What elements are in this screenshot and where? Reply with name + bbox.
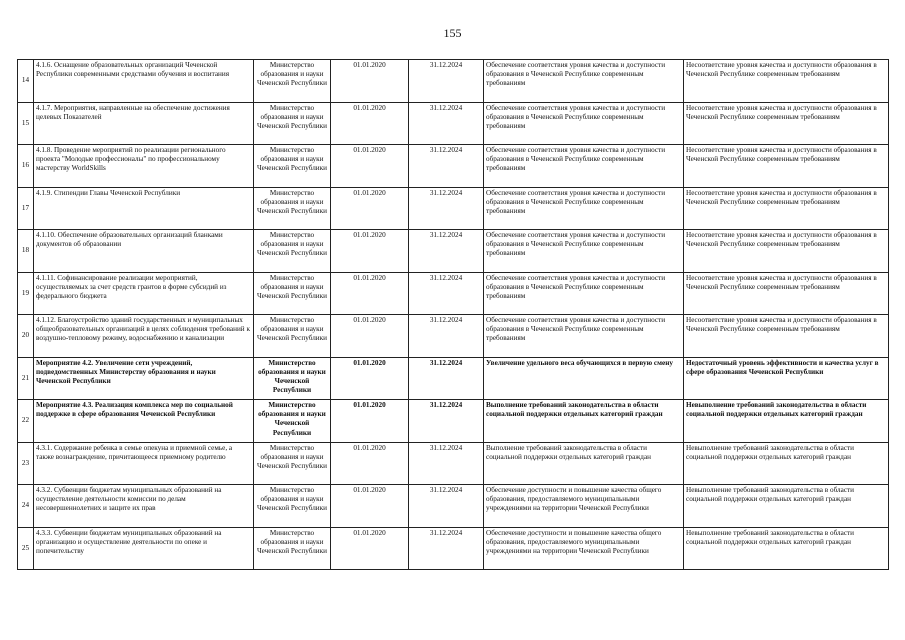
- executor: Министерство образования и науки Чеченской Республики: [254, 272, 331, 315]
- end-date: 31.12.2024: [409, 187, 484, 230]
- row-number: 23: [18, 442, 34, 485]
- start-date: 01.01.2020: [331, 315, 409, 358]
- non-implementation-consequence: Несоответствие уровня качества и доступности образования в Чеченской Республике современным требованиям: [684, 230, 889, 273]
- row-number: 16: [18, 145, 34, 188]
- end-date: 31.12.2024: [409, 315, 484, 358]
- expected-result: Обеспечение соответствия уровня качества и доступности образования в Чеченской Республике современным требованиям: [484, 187, 684, 230]
- end-date: 31.12.2024: [409, 230, 484, 273]
- start-date: 01.01.2020: [331, 442, 409, 485]
- end-date: 31.12.2024: [409, 272, 484, 315]
- executor: Министерство образования и науки Чеченской Республики: [254, 230, 331, 273]
- non-implementation-consequence: Невыполнение требований законодательства в области социальной поддержки отдельных категорий граждан: [684, 485, 889, 528]
- expected-result: Обеспечение соответствия уровня качества и доступности образования в Чеченской Республике современным требованиям: [484, 230, 684, 273]
- start-date: 01.01.2020: [331, 485, 409, 528]
- executor: Министерство образования и науки Чеченской Республики: [254, 485, 331, 528]
- expected-result: Обеспечение соответствия уровня качества и доступности образования в Чеченской Республике современным требованиям: [484, 145, 684, 188]
- non-implementation-consequence: Невыполнение требований законодательства в области социальной поддержки отдельных категорий граждан: [684, 442, 889, 485]
- start-date: 01.01.2020: [331, 60, 409, 103]
- start-date: 01.01.2020: [331, 527, 409, 570]
- end-date: 31.12.2024: [409, 485, 484, 528]
- expected-result: Выполнение требований законодательства в области социальной поддержки отдельных категорий граждан: [484, 400, 684, 443]
- activity-name: 4.1.8. Проведение мероприятий по реализации регионального проекта "Молодые профессионалы" по профессиональному мастерству WorldSkills: [34, 145, 254, 188]
- expected-result: Выполнение требований законодательства в области социальной поддержки отдельных категорий граждан: [484, 442, 684, 485]
- table-row: [18, 527, 889, 570]
- non-implementation-consequence: Несоответствие уровня качества и доступности образования в Чеченской Республике современным требованиям: [684, 315, 889, 358]
- non-implementation-consequence: Несоответствие уровня качества и доступности образования в Чеченской Республике современным требованиям: [684, 60, 889, 103]
- table-row: [18, 187, 889, 230]
- activity-name: 4.1.7. Мероприятия, направленные на обеспечение достижения целевых Показателей: [34, 102, 254, 145]
- end-date: 31.12.2024: [409, 60, 484, 103]
- non-implementation-consequence: Несоответствие уровня качества и доступности образования в Чеченской Республике современным требованиям: [684, 272, 889, 315]
- activity-name: 4.1.10. Обеспечение образовательных организаций бланками документов об образовании: [34, 230, 254, 273]
- end-date: 31.12.2024: [409, 527, 484, 570]
- row-number: 21: [18, 357, 34, 400]
- executor: Министерство образования и науки Чеченской Республики: [254, 145, 331, 188]
- table-row: [18, 145, 889, 188]
- start-date: 01.01.2020: [331, 187, 409, 230]
- executor: Министерство образования и науки Чеченской Республики: [254, 102, 331, 145]
- table-row: [18, 230, 889, 273]
- start-date: 01.01.2020: [331, 102, 409, 145]
- activities-table: [17, 59, 889, 570]
- activity-name: Мероприятие 4.3. Реализация комплекса мер по социальной поддержке в сфере образования Чеченской Республики: [34, 400, 254, 443]
- start-date: 01.01.2020: [331, 230, 409, 273]
- activity-name: 4.1.9. Стипендии Главы Чеченской Республики: [34, 187, 254, 230]
- executor: Министерство образования и науки Чеченской Республики: [254, 315, 331, 358]
- activity-name: 4.3.2. Субвенции бюджетам муниципальных образований на осуществление деятельности комиссии по делам несовершеннолетних и защите их прав: [34, 485, 254, 528]
- end-date: 31.12.2024: [409, 102, 484, 145]
- start-date: 01.01.2020: [331, 357, 409, 400]
- row-number: 18: [18, 230, 34, 273]
- row-number: 15: [18, 102, 34, 145]
- end-date: 31.12.2024: [409, 400, 484, 443]
- expected-result: Обеспечение доступности и повышение качества общего образования, предоставляемого муниципальными учреждениями на территории Чеченской Республики: [484, 485, 684, 528]
- table-row: [18, 485, 889, 528]
- activity-name: 4.3.1. Содержание ребенка в семье опекуна и приемной семье, а также вознаграждение, причитающееся приемному родителю: [34, 442, 254, 485]
- table-row: [18, 315, 889, 358]
- end-date: 31.12.2024: [409, 357, 484, 400]
- activity-name: 4.3.3. Субвенции бюджетам муниципальных образований на организацию и осуществление деятельности по опеке и попечительству: [34, 527, 254, 570]
- non-implementation-consequence: Недостаточный уровень эффективности и качества услуг в сфере образования Чеченской Республики: [684, 357, 889, 400]
- activity-name: 4.1.11. Софинансирование реализации мероприятий, осуществляемых за счет средств грантов в форме субсидий из федерального бюджета: [34, 272, 254, 315]
- expected-result: Обеспечение доступности и повышение качества общего образования, предоставляемого муниципальными учреждениями на территории Чеченской Республики: [484, 527, 684, 570]
- expected-result: Обеспечение соответствия уровня качества и доступности образования в Чеченской Республике современным требованиям: [484, 272, 684, 315]
- non-implementation-consequence: Несоответствие уровня качества и доступности образования в Чеченской Республике современным требованиям: [684, 102, 889, 145]
- table-row: [18, 357, 889, 400]
- executor: Министерство образования и науки Чеченской Республики: [254, 357, 331, 400]
- row-number: 22: [18, 400, 34, 443]
- non-implementation-consequence: Невыполнение требований законодательства в области социальной поддержки отдельных категорий граждан: [684, 527, 889, 570]
- expected-result: Обеспечение соответствия уровня качества и доступности образования в Чеченской Республике современным требованиям: [484, 102, 684, 145]
- row-number: 25: [18, 527, 34, 570]
- expected-result: Обеспечение соответствия уровня качества и доступности образования в Чеченской Республике современным требованиям: [484, 60, 684, 103]
- activity-name: 4.1.6. Оснащение образовательных организаций Чеченской Республики современными средствами обучения и воспитания: [34, 60, 254, 103]
- row-number: 24: [18, 485, 34, 528]
- row-number: 19: [18, 272, 34, 315]
- non-implementation-consequence: Несоответствие уровня качества и доступности образования в Чеченской Республике современным требованиям: [684, 145, 889, 188]
- executor: Министерство образования и науки Чеченской Республики: [254, 187, 331, 230]
- executor: Министерство образования и науки Чеченской Республики: [254, 60, 331, 103]
- page-number: 155: [443, 26, 462, 40]
- end-date: 31.12.2024: [409, 145, 484, 188]
- start-date: 01.01.2020: [331, 272, 409, 315]
- expected-result: Увеличение удельного веса обучающихся в первую смену: [484, 357, 684, 400]
- non-implementation-consequence: Несоответствие уровня качества и доступности образования в Чеченской Республике современным требованиям: [684, 187, 889, 230]
- table-row: [18, 60, 889, 103]
- row-number: 14: [18, 60, 34, 103]
- start-date: 01.01.2020: [331, 400, 409, 443]
- row-number: 17: [18, 187, 34, 230]
- expected-result: Обеспечение соответствия уровня качества и доступности образования в Чеченской Республике современным требованиям: [484, 315, 684, 358]
- table-row: [18, 272, 889, 315]
- executor: Министерство образования и науки Чеченской Республики: [254, 400, 331, 443]
- executor: Министерство образования и науки Чеченской Республики: [254, 527, 331, 570]
- table-row: [18, 102, 889, 145]
- table-row: [18, 442, 889, 485]
- table-row: [18, 400, 889, 443]
- row-number: 20: [18, 315, 34, 358]
- activity-name: 4.1.12. Благоустройство зданий государственных и муниципальных общеобразовательных организаций в целях соблюдения требований к воздушно-тепловому режиму, водоснабжению и канализации: [34, 315, 254, 358]
- executor: Министерство образования и науки Чеченской Республики: [254, 442, 331, 485]
- activity-name: Мероприятие 4.2. Увеличение сети учреждений, подведомственных Министерству образования и науки Чеченской Республики: [34, 357, 254, 400]
- start-date: 01.01.2020: [331, 145, 409, 188]
- end-date: 31.12.2024: [409, 442, 484, 485]
- non-implementation-consequence: Невыполнение требований законодательства в области социальной поддержки отдельных категорий граждан: [684, 400, 889, 443]
